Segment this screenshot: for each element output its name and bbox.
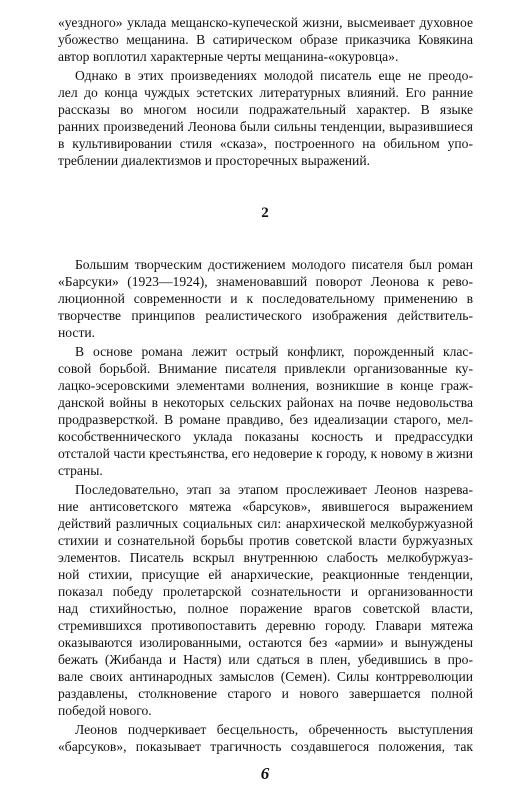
text-line: стремившихся противопоставить деревню городу. Главари мятежа [58, 618, 473, 633]
text-line: Большим творческим достижением молодого писателя был роман [75, 257, 473, 272]
text-line: творчестве принципов реалистического изображения действитель- [58, 308, 473, 323]
text-line: люционной современности и к последовательному применению в [58, 291, 473, 306]
text-line: раздавлены, столкновение старого и нового завершается полной [58, 686, 473, 701]
text-line: кособственнического уклада показаны косность и предрассудки [58, 429, 473, 444]
text-line: действий различных социальных сил: анархической мелкобуржуазной [58, 516, 473, 531]
text-line: совой борьбой. Внимание писателя привлекли организованные ку- [58, 361, 473, 376]
text-line: отсталой части крестьянства, его недоверие к городу, к новому в жизни [58, 446, 473, 461]
text-line: ности. [58, 325, 96, 340]
text-line: ние антисоветского мятежа «барсуков», явившегося выражением [58, 499, 473, 514]
text-line: автор воплотил характерные черты мещанина-«окуровца». [58, 49, 399, 64]
text-line: бежать (Жибанда и Настя) или сдаться в плен, убедившись в про- [58, 652, 473, 667]
text-line: «Барсуки» (1923—1924), знаменовавший поворот Леонова к рево- [58, 274, 473, 289]
text-line: ной стихии, присущие ей анархические, реакционные тенденции, [58, 567, 473, 582]
text-line: продразверсткой. В романе правдиво, без идеализации старого, мел- [58, 412, 473, 427]
text-line: в культивировании стиля «сказа», построенного на обильном упо- [58, 136, 473, 151]
text-line: ранних произведений Леонова были сильны тенденции, выразившиеся [58, 119, 473, 134]
text-line: стихии и сознательной борьбы против советской власти буржуазных [58, 533, 473, 548]
text-line: рассказы во многом носили подражательный характер. В языке [58, 102, 473, 117]
text-line: «уездного» уклада мещанско-купеческой жизни, высмеивает духовное [58, 15, 473, 30]
text-line: над стихийностью, полное поражение врагов советской власти, [58, 601, 473, 616]
text-line: элементов. Писатель вскрыл внутреннюю слабость мелкобуржуаз- [58, 550, 473, 565]
text-line: «барсуков», показывает трагичность создавшегося положения, так [58, 739, 473, 754]
section-number: 2 [261, 205, 269, 221]
page-number: 6 [260, 764, 270, 783]
text-line: треблении диалектизмов и просторечных выражений. [58, 153, 371, 168]
text-line: данской войны в некоторых сельских районах на почве недовольства [58, 395, 473, 410]
text-line: Последовательно, этап за этапом прослеживает Леонов назрева- [75, 482, 473, 497]
text-line: победой нового. [58, 703, 152, 718]
text-line: вале своих антинародных замыслов (Семен). Силы контрреволюции [58, 669, 473, 684]
text-line: показал победу пролетарской сознательности и организованности [58, 584, 473, 599]
text-line: лел до конца чуждых эстетских литературных влияний. Его ранние [58, 85, 473, 100]
text-line: убожество мещанина. В сатирическом образе приказчика Ковякина [58, 32, 473, 47]
text-line: лацко-эсеровскими элементами волнения, возникшие в конце граж- [58, 378, 473, 393]
text-line: страны. [58, 463, 103, 478]
text-line: Леонов подчеркивает бесцельность, обреченность выступления [75, 722, 473, 737]
text-line: оказываются изолированными, остаются без «армии» и вынуждены [58, 635, 473, 650]
text-line: В основе романа лежит острый конфликт, порожденный клас- [75, 344, 473, 359]
text-line: Однако в этих произведениях молодой писатель еще не преодо- [75, 68, 473, 83]
